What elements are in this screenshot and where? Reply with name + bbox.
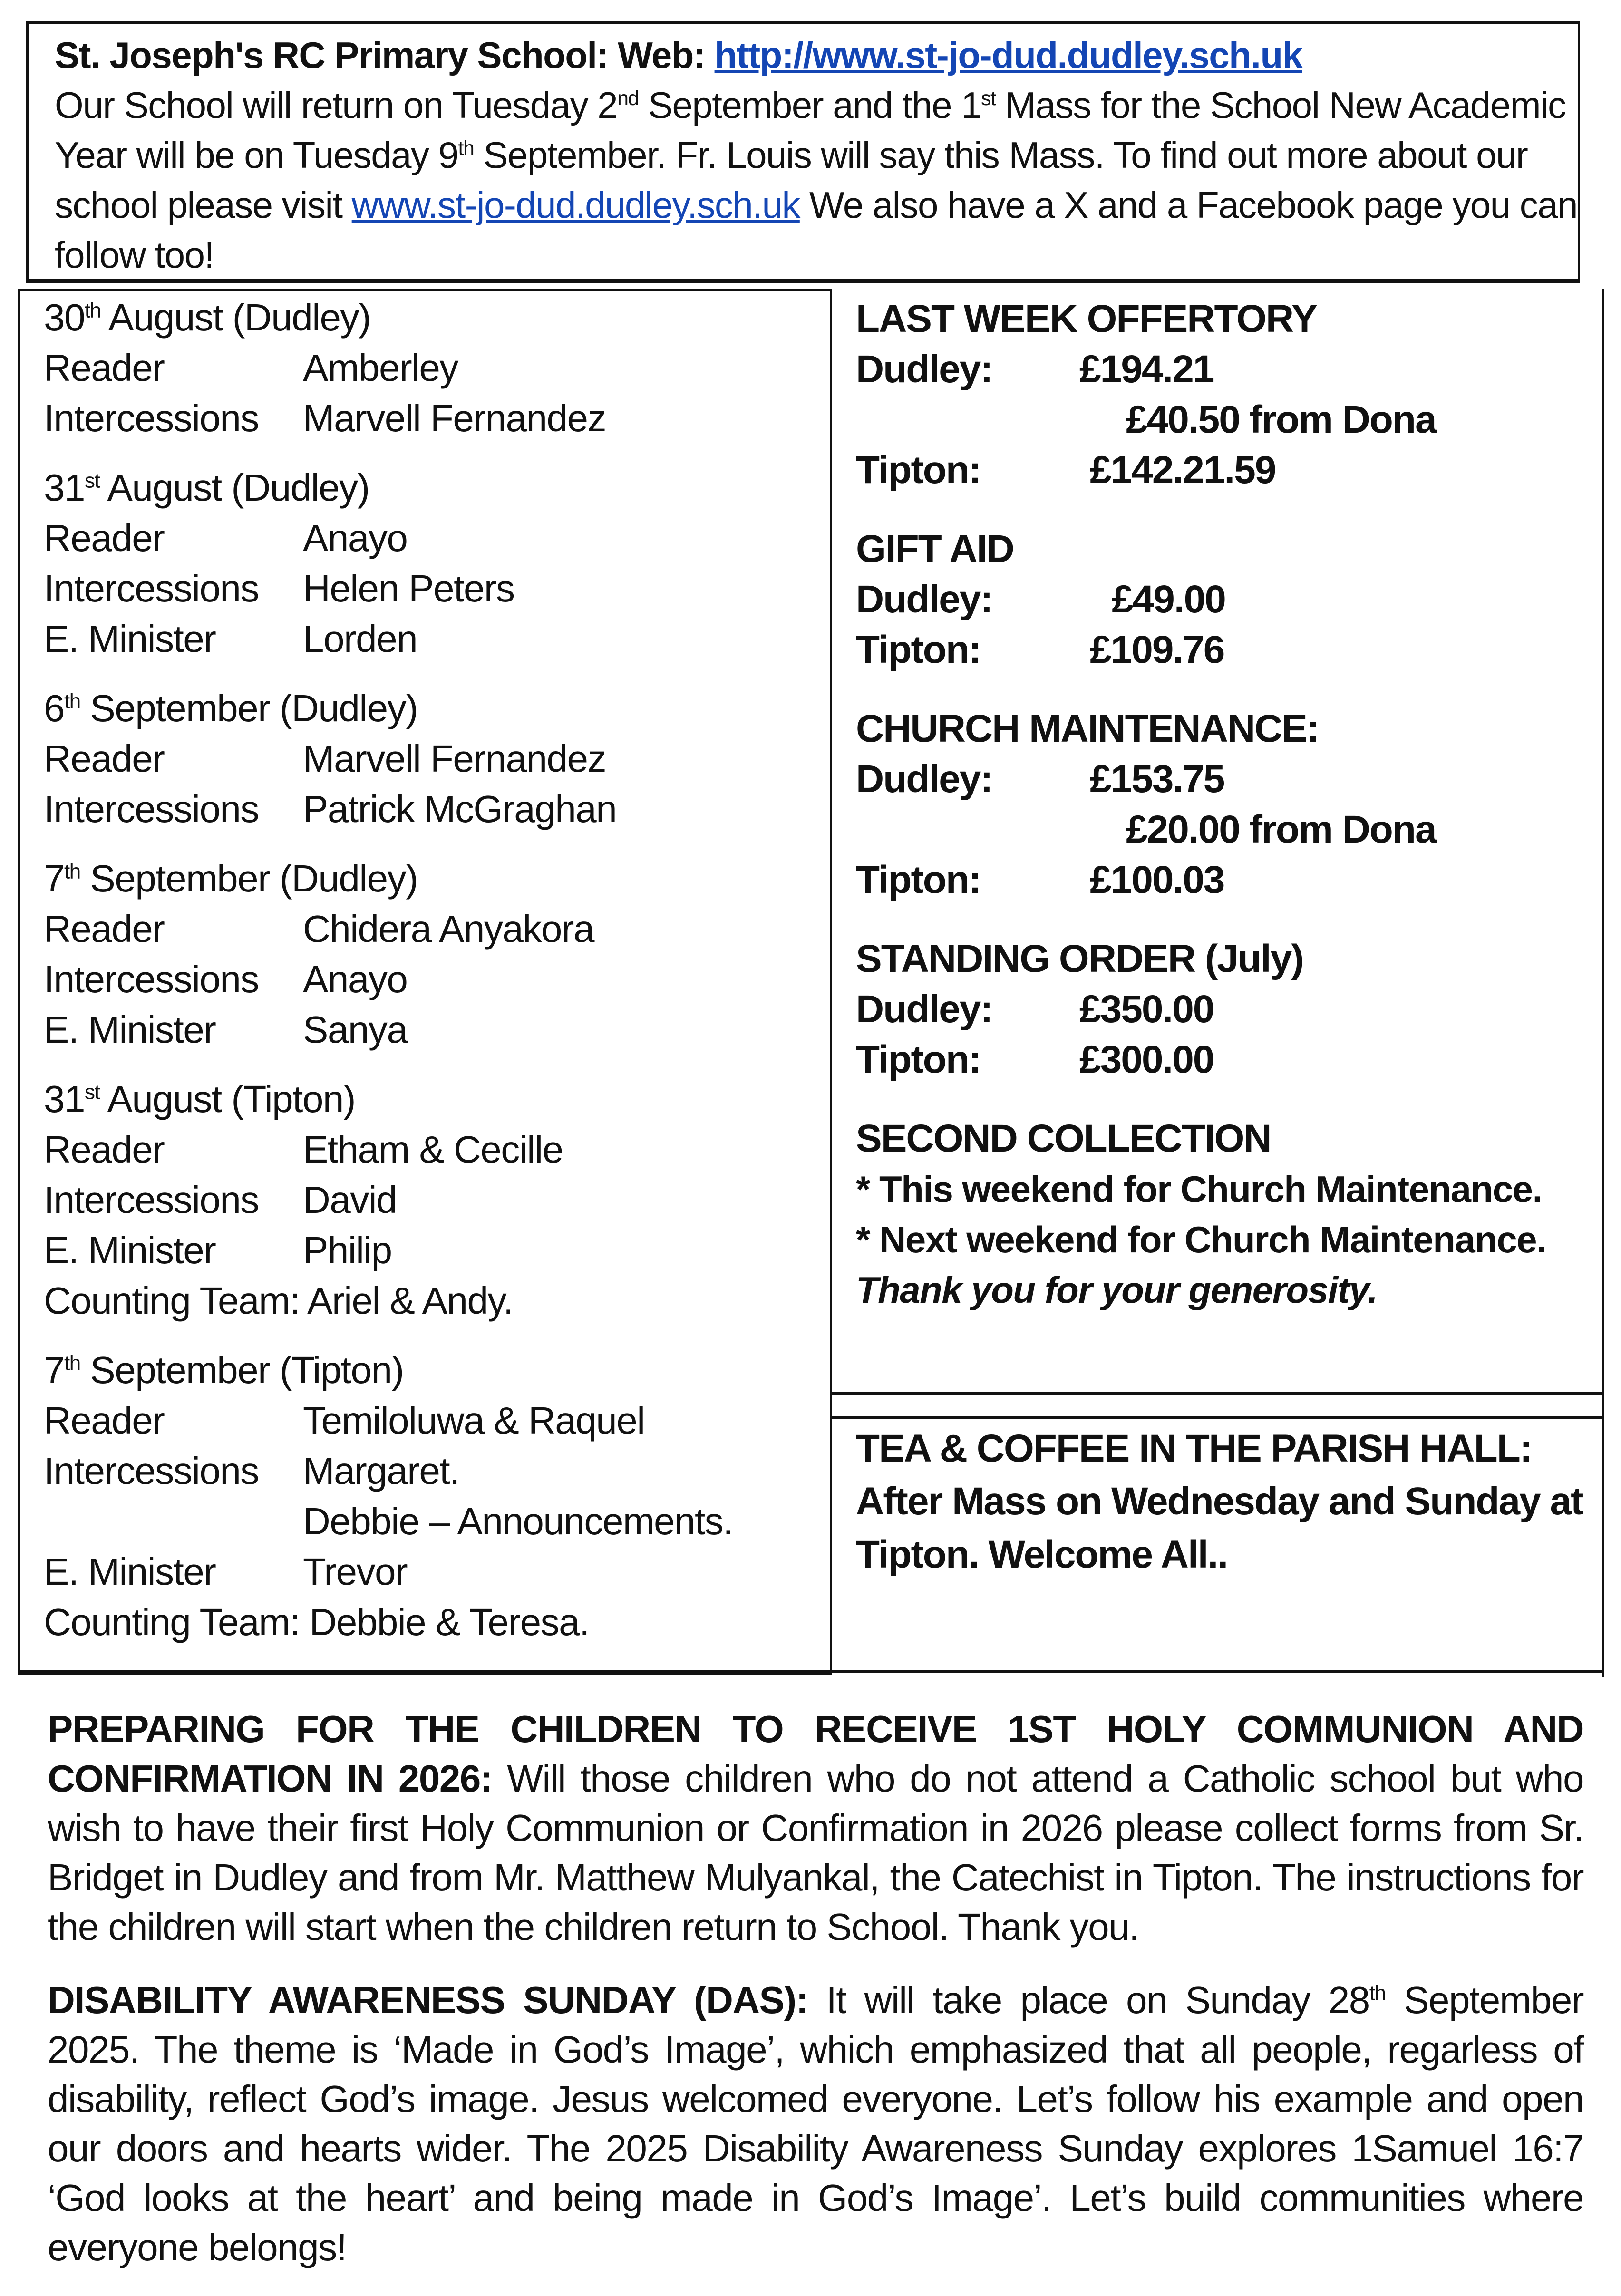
rota-row [44,1225,814,1276]
rota-role: Reader [44,1128,165,1171]
rota-role: Reader [44,737,165,780]
rota-date [44,292,814,343]
rota-role: Intercessions [44,397,259,439]
standing-order-dudley-amount: £350.00 [1079,988,1214,1031]
rota-role: E. Minister [44,1550,216,1593]
rota-day [44,853,814,1055]
school-text-4: September. Fr. Louis will say this Mass. To find out more about our school please visit [55,134,1528,226]
rota-role: Intercessions [44,1450,259,1492]
school-website-link-2[interactable]: www.st-jo-dud.dudley.sch.uk [351,184,800,226]
rota-name: Debbie – Announcements. [303,1500,733,1542]
rota-row [44,904,814,954]
offertory-tipton-label: Tipton: [856,448,981,492]
rota-name: Helen Peters [303,567,514,610]
rota-name: Margaret. [303,1450,459,1492]
rota-name: Anayo [303,958,408,1000]
rota-date-suffix: st [84,469,100,493]
offertory-dudley-label: Dudley: [856,348,992,391]
divider [18,1670,1604,1673]
disability-body-1: It will take place on Sunday 28 [807,1979,1369,2021]
communion-paragraph [48,1705,1583,1952]
gift-aid-title: GIFT AID [856,527,1014,571]
second-collection-line-2: * Next weekend for Church Maintenance. [856,1219,1546,1260]
rota-date [44,1074,814,1124]
rota-row [44,343,814,393]
rota-name: Trevor [303,1550,408,1593]
rota-role: E. Minister [44,1008,216,1051]
rota-date-suffix: st [84,1080,100,1104]
rota-role: E. Minister [44,1229,216,1271]
second-collection-title: SECOND COLLECTION [856,1117,1271,1160]
rota-name: Marvell Fernandez [303,737,606,780]
standing-order-tipton-amount: £300.00 [1079,1038,1214,1081]
rota-role: Reader [44,1399,165,1442]
rota-date-number: 7 [44,1349,64,1391]
offertory-dudley-note: £40.50 from Dona [1126,398,1436,441]
rota-name: Amberley [303,347,458,389]
offertory-tipton-amount: £142.21.59 [1090,448,1276,492]
rota-name: Temiloluwa & Raquel [303,1399,645,1442]
rota-date-number: 30 [44,296,85,339]
maintenance-dudley-note: £20.00 from Dona [1126,808,1436,851]
sup-th: th [1369,1981,1386,2005]
offertory-dudley-amount: £194.21 [1079,348,1214,391]
finance-column [856,294,1588,1344]
rota-date-number: 31 [44,1078,85,1120]
second-collection-thanks: Thank you for your generosity. [856,1269,1378,1311]
rota-row [44,563,814,614]
rota-name: David [303,1179,397,1221]
school-notice-box [26,21,1580,283]
rota-date-suffix: th [84,299,101,322]
rota-date-label: September (Dudley) [80,857,418,900]
rota-row [44,1446,814,1496]
disability-heading: DISABILITY AWARENESS SUNDAY (DAS): [48,1979,808,2021]
rota-date-label: August (Dudley) [100,296,371,339]
standing-order-dudley-label: Dudley: [856,988,992,1031]
rota-row [44,1496,814,1547]
rota-role: Intercessions [44,788,259,830]
rota-date-number: 31 [44,466,85,509]
rota-date [44,683,814,734]
rota-date-suffix: th [64,1351,80,1375]
maintenance-title: CHURCH MAINTENANCE: [856,707,1319,750]
rota-role: E. Minister [44,618,216,660]
rota-row [44,1175,814,1225]
rota-row [44,513,814,563]
notices-section [48,1705,1583,2296]
tea-coffee-body: After Mass on Wednesday and Sunday at Tipton. Welcome All.. [856,1480,1583,1576]
rota-name: Lorden [303,618,417,660]
school-text-3: Mass for the School New Academic Year will be on Tuesday 9 [55,84,1566,176]
maintenance-dudley-amount: £153.75 [1090,757,1224,801]
rota-name: Anayo [303,517,408,559]
rota-row [44,614,814,664]
maintenance-tipton-label: Tipton: [856,858,981,901]
rota-date-label: September (Tipton) [80,1349,404,1391]
rota-name: Etham & Cecille [303,1128,563,1171]
standing-order-tipton-label: Tipton: [856,1038,981,1081]
rota-role: Reader [44,908,165,950]
divider [832,1416,1604,1419]
rota-date-suffix: th [64,860,80,883]
offertory-title: LAST WEEK OFFERTORY [856,297,1317,340]
rota-date-label: August (Tipton) [99,1078,355,1120]
communion-body: Will those children who do not attend a Catholic school but who wish to have their first Holy Communion or Confirmation in 2026 please collect forms from Sr. Bridget in Dudley and from Mr. Matthew Mulyankal, the Catechist in Tipton. The instructions for the children will start when the children return to School. Thank you. [48,1757,1584,1948]
school-heading: St. Joseph's RC Primary School: Web: [55,34,705,76]
rota-day [44,463,814,664]
tea-coffee-section [856,1423,1598,1581]
offertory-section [856,294,1588,495]
rota-counting-team: Counting Team: Debbie & Teresa. [44,1601,589,1643]
rota-row [44,784,814,834]
sup-nd: nd [617,87,639,110]
rota-date-suffix: th [64,689,80,713]
rota-row [44,1547,814,1597]
rota-date [44,853,814,904]
rota-row [44,954,814,1005]
disability-paragraph [48,1976,1583,2272]
rota-date [44,463,814,513]
gift-aid-tipton-label: Tipton: [856,628,981,671]
second-collection-section [856,1114,1588,1315]
rota-row [44,1124,814,1175]
gift-aid-dudley-amount: £49.00 [1112,578,1225,621]
maintenance-tipton-amount: £100.03 [1090,858,1224,901]
rota-role: Reader [44,517,165,559]
rota-counting-team: Counting Team: Ariel & Andy. [44,1279,513,1322]
rota-date-number: 7 [44,857,64,900]
sup-th: th [458,137,474,160]
school-text-5: We also have a X and a Facebook page you can follow too! [55,184,1578,276]
rota-day [44,292,814,444]
disability-body-2: September 2025. The theme is ‘Made in God’s Image’, which emphasized that all people, regarless of disability, reflect God’s image. Jesus welcomed everyone. Let’s follow his example and open our doors and hearts wider. The 2025 Disability Awareness Sunday explores 1Samuel 16:7 ‘God looks at the heart’ and being made in God’s Image’. Let’s build communities where everyone belongs! [48,1979,1584,2268]
standing-order-section [856,934,1588,1085]
maintenance-dudley-label: Dudley: [856,757,992,801]
rota-role: Intercessions [44,958,259,1000]
rota-date [44,1345,814,1395]
rota-row [44,1395,814,1446]
rota-day [44,1345,814,1647]
rota-name: Philip [303,1229,392,1271]
rota-name: Chidera Anyakora [303,908,594,950]
rota-role: Reader [44,347,165,389]
gift-aid-section [856,524,1588,675]
school-text-2: September and the 1 [638,84,981,126]
rota-date-label: September (Dudley) [80,687,418,729]
sup-st: st [981,87,996,110]
standing-order-title: STANDING ORDER (July) [856,937,1303,980]
rota-role [44,1496,303,1547]
gift-aid-dudley-label: Dudley: [856,578,992,621]
school-notice-text [55,30,1578,280]
tea-coffee-title: TEA & COFFEE IN THE PARISH HALL: [856,1427,1532,1470]
communion-heading: PREPARING FOR THE CHILDREN TO RECEIVE 1ST HOLY COMMUNION AND CONFIRMATION IN 2026: [48,1708,1583,1800]
rota-row [44,393,814,444]
maintenance-section [856,704,1588,905]
rota-date-number: 6 [44,687,64,729]
second-collection-line-1: * This weekend for Church Maintenance. [856,1168,1542,1210]
rota-role: Intercessions [44,1179,259,1221]
gift-aid-tipton-amount: £109.76 [1090,628,1224,671]
rota-day [44,683,814,834]
rota-name: Marvell Fernandez [303,397,606,439]
rota-role: Intercessions [44,567,259,610]
rota-list [44,292,814,1666]
school-website-link[interactable]: http://www.st-jo-dud.dudley.sch.uk [714,34,1302,76]
rota-row [44,734,814,784]
rota-name: Patrick McGraghan [303,788,617,830]
school-text-1: Our School will return on Tuesday 2 [55,84,618,126]
rota-name: Sanya [303,1008,408,1051]
divider [832,1392,1604,1395]
rota-row [44,1005,814,1055]
rota-date-label: August (Dudley) [99,466,369,509]
rota-day [44,1074,814,1326]
